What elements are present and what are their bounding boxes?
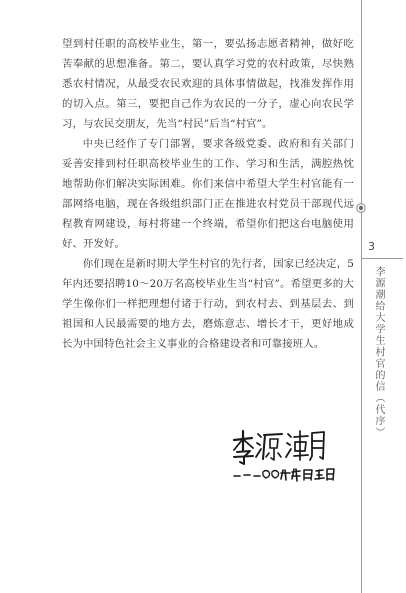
paragraph-1: 望到村任职的高校毕业生，第一，要弘扬志愿者精神，做好吃苦奉献的思想准备。第二，要认真学习党的农村政策，尽快熟悉农村情况，从最受农民欢迎的具体事情做起，找准发挥作用的切入点。第三，要把自己作为农民的一分子，虚心向农民学习，与农民交朋友，先当“村民”后当“村官”。 [62,38,354,130]
paragraph-3: 你们现在是新时期大学生村官的先行者，国家已经决定，5年内还要招聘10～20万名高校毕业生当“村官”。希望更多的大学生像你们一样把理想付诸于行动，到农村去、到基层去、到祖国和人民最需要的地方去，磨炼意志、增长才干，更好地成长为中国特色社会主义事业的合格建设者和可靠接班人。 [62,258,354,350]
page-number: 3 [368,240,375,253]
signature-image [228,426,338,486]
paragraph-2: 中央已经作了专门部署，要求各级党委、政府和有关部门妥善安排到村任职高校毕业生的工作、学习和生活，满腔热忱地帮助你们解决实际困难。你们来信中希望大学生村官能有一部网络电脑，现在各级组织部门正在推进农村党员干部现代远程教育网建设，每村将建一个终端，希望你们把这台电脑使用好、开发好。 [62,138,354,250]
margin-rule [361,0,362,593]
handwritten-signature [228,426,338,486]
running-title: 李源潮给大学生村官的信（代序） [373,266,384,439]
letter-body [62,34,354,354]
circle-marker-icon [356,203,366,213]
page-number-rule [361,258,403,259]
